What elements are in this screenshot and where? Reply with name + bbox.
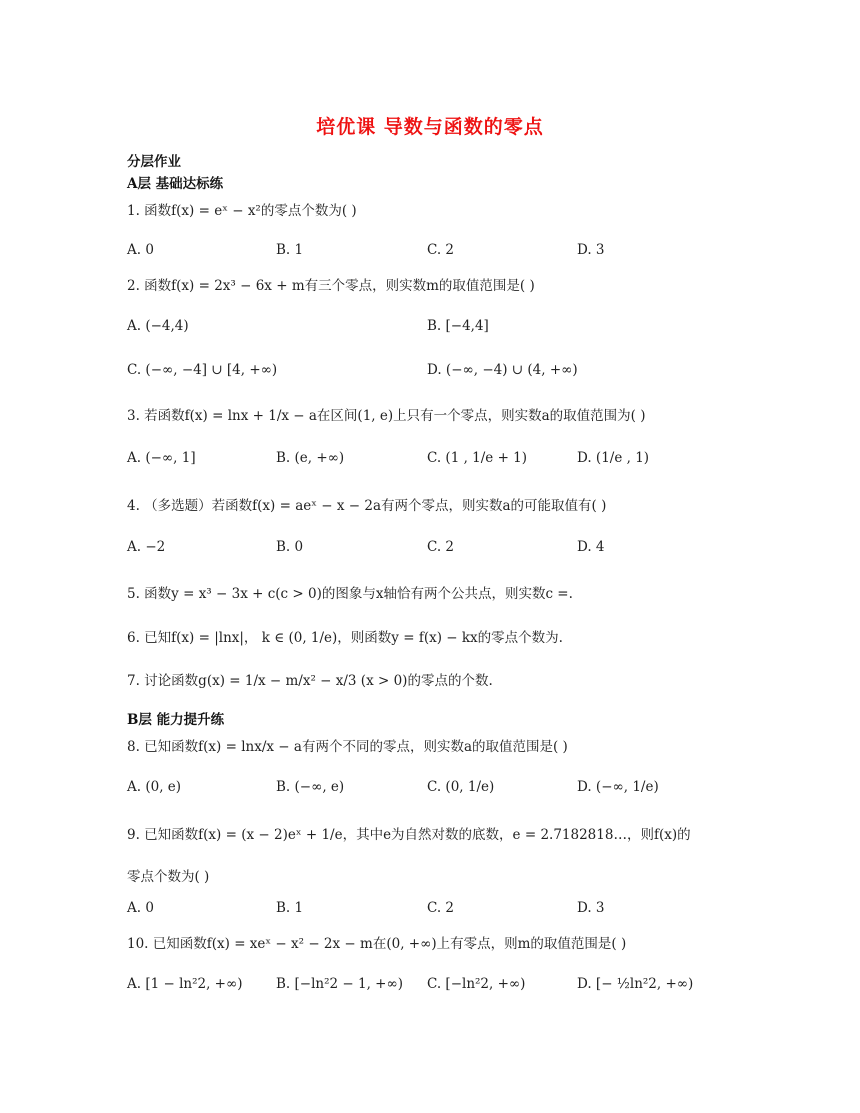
question-1-stem: 1. 函数f(x) = eˣ − x²的零点个数为( ) xyxy=(127,203,357,219)
question-8-option-d: D. (−∞, 1/e) xyxy=(577,779,659,795)
question-6-stem: 6. 已知f(x) = |lnx|， k ∈ (0, 1/e)，则函数y = f(x) − kx的零点个数为. xyxy=(127,630,563,646)
question-2-option-b: B. [−4,4] xyxy=(427,318,489,334)
level-a-heading: A层 基础达标练 xyxy=(127,176,224,192)
question-3-option-b: B. (e, +∞) xyxy=(276,450,345,466)
section-heading: 分层作业 xyxy=(127,154,181,170)
question-1-option-c: C. 2 xyxy=(427,242,455,258)
question-10-stem: 10. 已知函数f(x) = xeˣ − x² − 2x − m在(0, +∞)上有零点，则m的取值范围是( ) xyxy=(127,936,627,952)
question-4-option-d: D. 4 xyxy=(577,539,605,555)
question-2-option-c: C. (−∞, −4] ∪ [4, +∞) xyxy=(127,362,278,378)
question-9-stem: 9. 已知函数f(x) = (x − 2)eˣ + 1/e，其中e为自然对数的底数，e = 2.7182818…，则f(x)的 xyxy=(127,827,691,843)
question-8-option-c: C. (0, 1/e) xyxy=(427,779,495,795)
question-4-option-c: C. 2 xyxy=(427,539,455,555)
question-9-option-d: D. 3 xyxy=(577,900,605,916)
question-10-option-b: B. [−ln²2 − 1, +∞) xyxy=(276,976,403,992)
question-8-stem: 8. 已知函数f(x) = lnx/x − a有两个不同的零点，则实数a的取值范围是( ) xyxy=(127,739,568,755)
question-1-option-b: B. 1 xyxy=(276,242,304,258)
question-2-stem: 2. 函数f(x) = 2x³ − 6x + m有三个零点，则实数m的取值范围是( ) xyxy=(127,278,535,294)
question-2-option-a: A. (−4,4) xyxy=(127,318,189,334)
question-1-option-a: A. 0 xyxy=(127,242,154,258)
page-title: 培优课 导数与函数的零点 xyxy=(316,116,544,138)
question-8-option-b: B. (−∞, e) xyxy=(276,779,345,795)
question-10-option-a: A. [1 − ln²2, +∞) xyxy=(127,976,243,992)
question-3-option-c: C. (1 , 1/e + 1) xyxy=(427,450,528,466)
question-9-option-a: A. 0 xyxy=(127,900,154,916)
question-3-option-a: A. (−∞, 1] xyxy=(127,450,196,466)
question-10-option-c: C. [−ln²2, +∞) xyxy=(427,976,526,992)
question-9-stem-continued: 零点个数为( ) xyxy=(127,869,210,885)
question-4-stem: 4. （多选题）若函数f(x) = aeˣ − x − 2a有两个零点，则实数a的可能取值有( ) xyxy=(127,498,607,514)
question-4-option-a: A. −2 xyxy=(127,539,166,555)
question-5-stem: 5. 函数y = x³ − 3x + c(c > 0)的图象与x轴恰有两个公共点，则实数c =. xyxy=(127,586,573,602)
question-8-option-a: A. (0, e) xyxy=(127,779,182,795)
question-3-stem: 3. 若函数f(x) = lnx + 1/x − a在区间(1, e)上只有一个零点，则实数a的取值范围为( ) xyxy=(127,408,646,424)
question-9-option-b: B. 1 xyxy=(276,900,304,916)
question-3-option-d: D. (1/e , 1) xyxy=(577,450,650,466)
level-b-heading: B层 能力提升练 xyxy=(127,712,225,728)
question-10-option-d: D. [− ½ln²2, +∞) xyxy=(577,976,694,992)
question-1-option-d: D. 3 xyxy=(577,242,605,258)
question-4-option-b: B. 0 xyxy=(276,539,304,555)
question-2-option-d: D. (−∞, −4) ∪ (4, +∞) xyxy=(427,362,578,378)
question-7-stem: 7. 讨论函数g(x) = 1/x − m/x² − x/3 (x > 0)的零点的个数. xyxy=(127,673,493,689)
question-9-option-c: C. 2 xyxy=(427,900,455,916)
